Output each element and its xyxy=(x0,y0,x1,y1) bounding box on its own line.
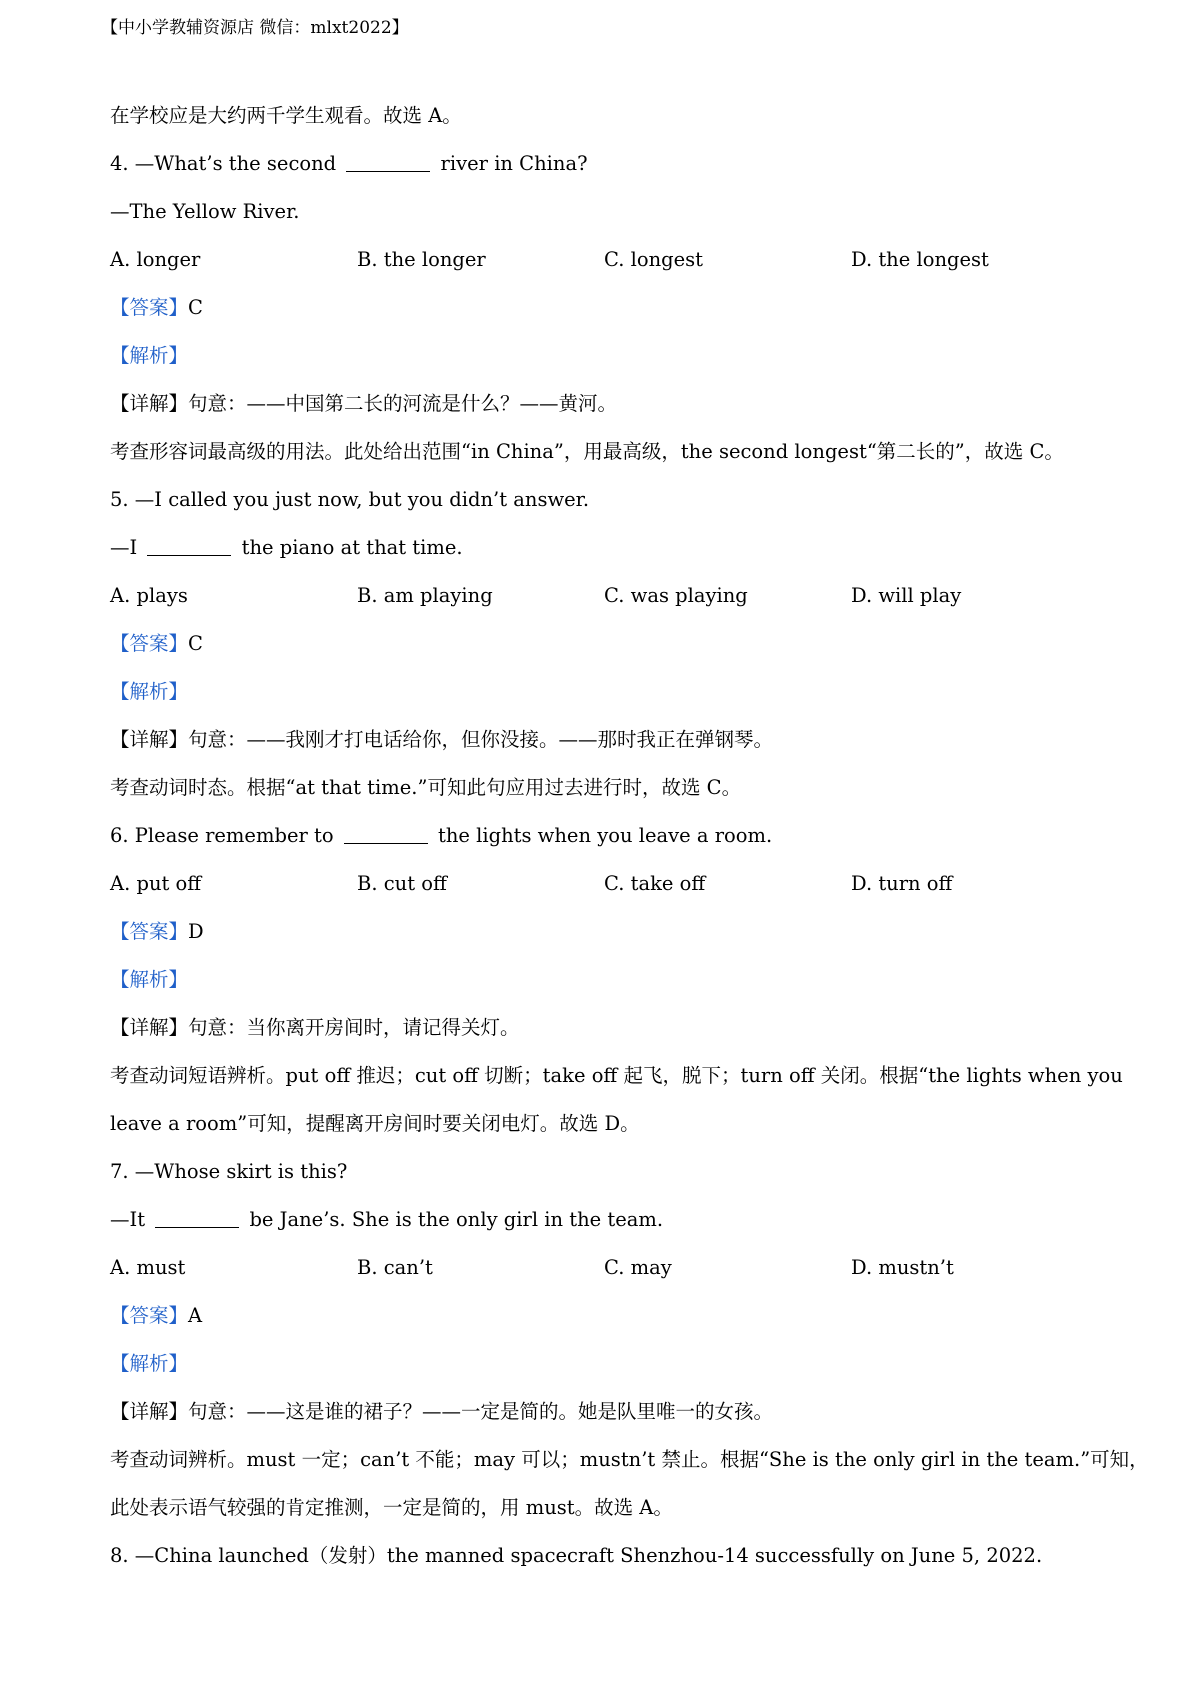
explanation-text: leave a room”可知，提醒离开房间时要关闭电灯。故选 D。 xyxy=(110,1112,640,1135)
analysis-tag: 【解析】 xyxy=(110,1352,189,1375)
option-c: C. was playing xyxy=(604,584,748,607)
answer-value: D xyxy=(188,920,204,943)
question-text: the lights when you leave a room. xyxy=(431,824,773,847)
explanation-text: 考查动词时态。根据“at that time.”可知此句应用过去进行时，故选 C。 xyxy=(110,776,742,799)
option-c: C. longest xyxy=(604,248,704,271)
question-4-options xyxy=(110,236,1110,284)
question-8: 8. —China launched（发射）the manned spacecraft Shenzhou-14 successfully on June 5, 2022. xyxy=(110,1544,1043,1567)
option-b: B. the longer xyxy=(357,248,486,271)
question-5-options xyxy=(110,572,1110,620)
document-body xyxy=(110,92,1149,1580)
question-4-answer xyxy=(110,284,1110,332)
question-text: 6. Please remember to xyxy=(110,824,340,847)
answer-value: C xyxy=(188,296,203,319)
option-a: A. put off xyxy=(110,872,202,895)
answer-value: A xyxy=(188,1304,203,1327)
question-4 xyxy=(110,140,1110,188)
analysis-tag: 【解析】 xyxy=(110,968,189,991)
detail-text: 【详解】句意：——我刚才打电话给你，但你没接。——那时我正在弹钢琴。 xyxy=(110,728,774,751)
option-b: B. am playing xyxy=(357,584,493,607)
option-d: D. the longest xyxy=(851,248,989,271)
question-5-answer xyxy=(110,620,1110,668)
option-b: B. can’t xyxy=(357,1256,433,1279)
option-a: A. plays xyxy=(110,584,188,607)
question-6-answer xyxy=(110,908,1110,956)
answer-blank xyxy=(155,1209,239,1228)
text-line: 在学校应是大约两千学生观看。故选 A。 xyxy=(110,104,462,127)
option-a: A. longer xyxy=(110,248,201,271)
analysis-tag: 【解析】 xyxy=(110,680,189,703)
question-text: the piano at that time. xyxy=(235,536,463,559)
explanation-text: 考查动词短语辨析。put off 推迟；cut off 切断；take off 起飞，脱下；turn off 关闭。根据“the lights when you xyxy=(110,1064,1123,1087)
answer-blank xyxy=(346,153,430,172)
option-c: C. may xyxy=(604,1256,672,1279)
option-a: A. must xyxy=(110,1256,186,1279)
answer-tag: 【答案】 xyxy=(110,920,189,943)
option-d: D. turn off xyxy=(851,872,953,895)
answer-tag: 【答案】 xyxy=(110,632,189,655)
explanation-text: 考查形容词最高级的用法。此处给出范围“in China”，用最高级，the second longest“第二长的”，故选 C。 xyxy=(110,440,1064,463)
question-text: —I xyxy=(110,536,144,559)
question-text: 4. —What’s the second xyxy=(110,152,343,175)
detail-text: 【详解】句意：——这是谁的裙子？——一定是简的。她是队里唯一的女孩。 xyxy=(110,1400,774,1423)
question-7: 7. —Whose skirt is this? xyxy=(110,1160,348,1183)
question-7-answer xyxy=(110,1292,1110,1340)
option-c: C. take off xyxy=(604,872,706,895)
question-7-options xyxy=(110,1244,1110,1292)
option-d: D. will play xyxy=(851,584,962,607)
question-6-options xyxy=(110,860,1110,908)
answer-blank xyxy=(147,537,231,556)
question-5-reply xyxy=(110,524,1110,572)
answer-tag: 【答案】 xyxy=(110,1304,189,1327)
explanation-text: 此处表示语气较强的肯定推测，一定是简的，用 must。故选 A。 xyxy=(110,1496,673,1519)
detail-text: 【详解】句意：——中国第二长的河流是什么？——黄河。 xyxy=(110,392,618,415)
option-b: B. cut off xyxy=(357,872,447,895)
question-4-reply: —The Yellow River. xyxy=(110,200,300,223)
explanation-text: 考查动词辨析。must 一定；can’t 不能；may 可以；mustn’t 禁止。根据“She is the only girl in the team.”可知， xyxy=(110,1448,1149,1471)
question-text: —It xyxy=(110,1208,152,1231)
question-5: 5. —I called you just now, but you didn’t answer. xyxy=(110,488,590,511)
answer-value: C xyxy=(188,632,203,655)
answer-blank xyxy=(344,825,428,844)
detail-text: 【详解】句意：当你离开房间时，请记得关灯。 xyxy=(110,1016,520,1039)
option-d: D. mustn’t xyxy=(851,1256,954,1279)
question-7-reply xyxy=(110,1196,1110,1244)
question-text: river in China? xyxy=(434,152,588,175)
answer-tag: 【答案】 xyxy=(110,296,189,319)
analysis-tag: 【解析】 xyxy=(110,344,189,367)
question-text: be Jane’s. She is the only girl in the team. xyxy=(243,1208,664,1231)
question-6 xyxy=(110,812,1110,860)
watermark-header: 【中小学教辅资源店 微信：mlxt2022】 xyxy=(101,18,409,38)
